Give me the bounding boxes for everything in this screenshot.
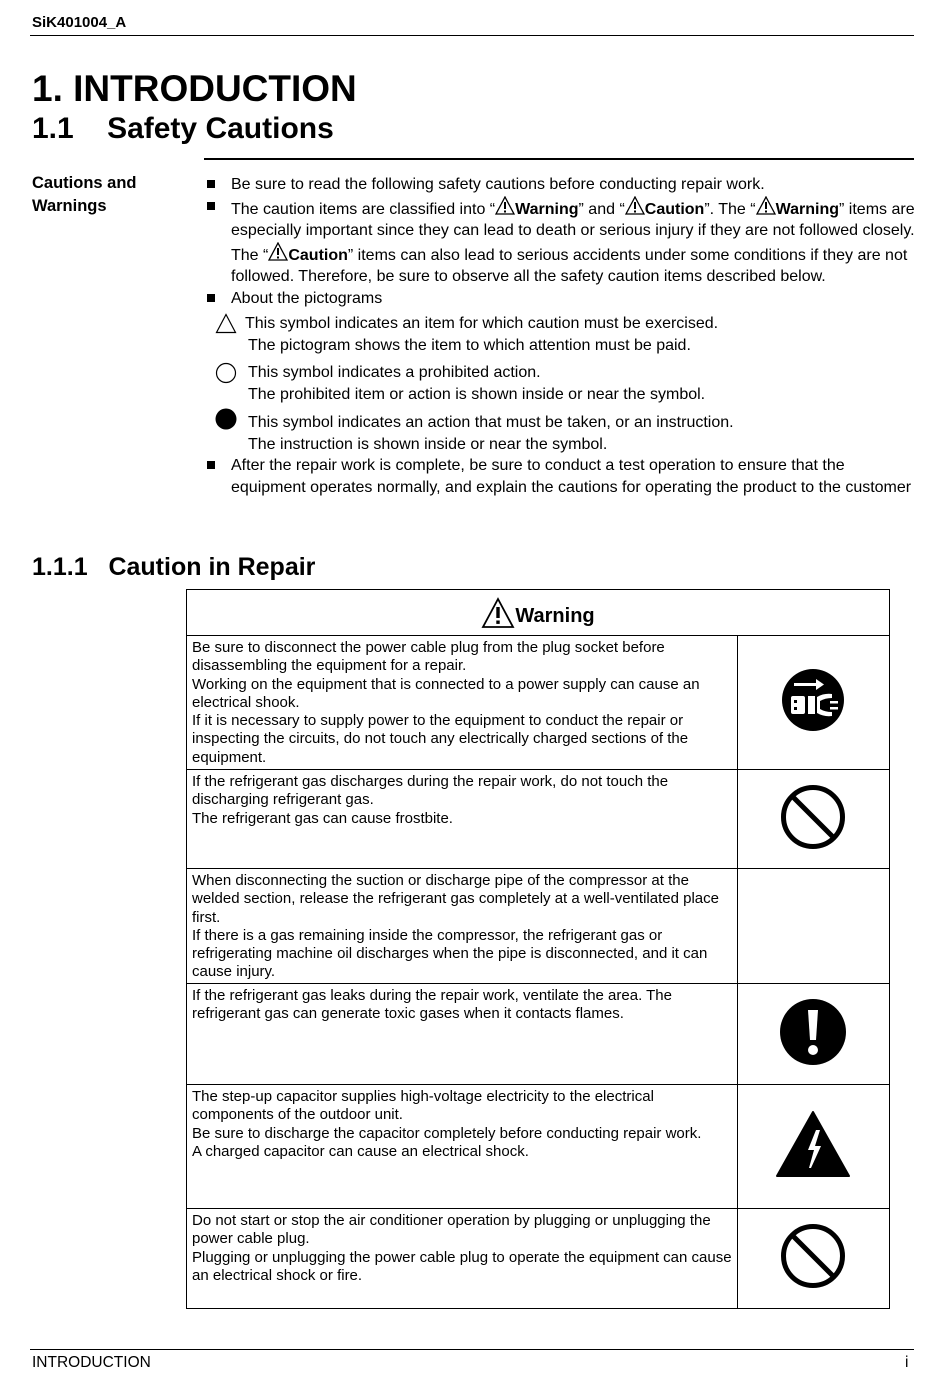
high-voltage-icon [775, 1110, 851, 1178]
subsection-number: 1.1.1 [32, 553, 88, 581]
warning-triangle-icon [268, 242, 288, 261]
warning-triangle-icon [481, 597, 515, 629]
bullet-text: After the repair work is complete, be sure to conduct a test operation to ensure that the equipment operates normally, and explain the cautions for operating the product to the customer [231, 457, 912, 496]
table-header-label: Warning [515, 604, 595, 627]
circle-outline-icon [215, 362, 237, 384]
bullet-read-cautions [207, 174, 917, 196]
square-bullet-icon [207, 294, 215, 302]
side-label-line2: Warnings [32, 197, 107, 215]
bullet-classification [207, 196, 917, 288]
row-text: Do not start or stop the air conditioner operation by plugging or unplugging the power cable plug. Plugging or unplugging the power cable plug to operate the equipment can cause an electrical shock or fire. [187, 1209, 738, 1309]
side-label-line1: Cautions and [32, 174, 137, 192]
bullet-text: The caution items are classified into “ Warning” and “ Caution”. The “ Warning” items are especially important since they can lead to death or serious injury if they are not followed closely. The “ Caution” items can also lead to serious accidents under some conditions if they are not followed. Therefore, be sure to observe all the safety caution items described below. [231, 196, 917, 288]
table-row [187, 984, 890, 1085]
table-row [187, 1209, 890, 1309]
chapter-title: 1. INTRODUCTION [32, 68, 357, 109]
cautions-body [207, 174, 917, 498]
exclamation-icon [779, 998, 847, 1066]
section-number: 1.1 [32, 112, 74, 145]
bullet-test-operation [207, 455, 917, 498]
footer-section: INTRODUCTION [32, 1354, 151, 1371]
square-bullet-icon [207, 202, 215, 210]
bullet-text: About the pictograms [231, 289, 383, 307]
caution-table [186, 589, 890, 1309]
document-code: SiK401004_A [32, 14, 127, 31]
pictogram-caution: This symbol indicates an item for which caution must be exercised. The pictogram shows the item to which attention must be paid. [207, 313, 917, 356]
row-text: Be sure to disconnect the power cable plug from the plug socket before disassembling the equipment for a repair. Working on the equipment that is connected to a power supply can cause an electrical shook. If it is necessary to supply power to the equipment to conduct the repair or inspecting the circuits, do not touch any electrically charged sections of the equipment. [187, 636, 738, 770]
warning-triangle-icon [495, 196, 515, 215]
pictogram-instruction: This symbol indicates an action that must be taken, or an instruction. The instruction is shown inside or near the symbol. [207, 412, 917, 455]
warning-triangle-icon [756, 196, 776, 215]
row-icon-cell [737, 1085, 889, 1209]
row-icon-cell [737, 636, 889, 770]
footer-rule [30, 1349, 914, 1350]
row-text: The step-up capacitor supplies high-voltage electricity to the electrical components of the outdoor unit. Be sure to discharge the capacitor completely before conducting repair work. A charged capacitor can cause an electrical shock. [187, 1085, 738, 1209]
subsection-name: Caution in Repair [108, 553, 316, 581]
section-rule [204, 158, 914, 160]
row-text: If the refrigerant gas leaks during the repair work, ventilate the area. The refrigerant gas can generate toxic gases when it contacts flames. [187, 984, 738, 1085]
table-row [187, 636, 890, 770]
square-bullet-icon [207, 180, 215, 188]
row-text: If the refrigerant gas discharges during the repair work, do not touch the discharging refrigerant gas. The refrigerant gas can cause frostbite. [187, 770, 738, 869]
subsection-title [32, 553, 315, 582]
header-rule [30, 35, 914, 36]
pictogram-prohibited: This symbol indicates a prohibited action. The prohibited item or action is shown inside or near the symbol. [207, 362, 917, 405]
row-text: When disconnecting the suction or discharge pipe of the compressor at the welded section, release the refrigerant gas completely at a well-ventilated place first. If there is a gas remaining inside the compressor, the refrigerant gas or refrigerating machine oil discharges when the pipe is disconnected, and it can cause injury. [187, 869, 738, 984]
square-bullet-icon [207, 461, 215, 469]
row-icon-cell [737, 984, 889, 1085]
prohibited-icon [779, 1222, 847, 1290]
footer-page-number: i [905, 1354, 909, 1371]
table-header [187, 590, 890, 636]
row-icon-cell-empty [737, 869, 889, 984]
side-label [32, 172, 192, 218]
warning-triangle-icon [625, 196, 645, 215]
row-icon-cell [737, 1209, 889, 1309]
row-icon-cell [737, 770, 889, 869]
table-row [187, 1085, 890, 1209]
triangle-outline-icon [215, 313, 237, 334]
section-title [32, 112, 334, 146]
bullet-text: Be sure to read the following safety cautions before conducting repair work. [231, 176, 765, 193]
table-row [187, 770, 890, 869]
unplug-icon [780, 667, 846, 733]
table-row [187, 869, 890, 984]
bullet-pictograms [207, 288, 917, 310]
filled-circle-icon [215, 408, 237, 430]
section-name: Safety Cautions [107, 112, 334, 145]
prohibited-icon [779, 783, 847, 851]
